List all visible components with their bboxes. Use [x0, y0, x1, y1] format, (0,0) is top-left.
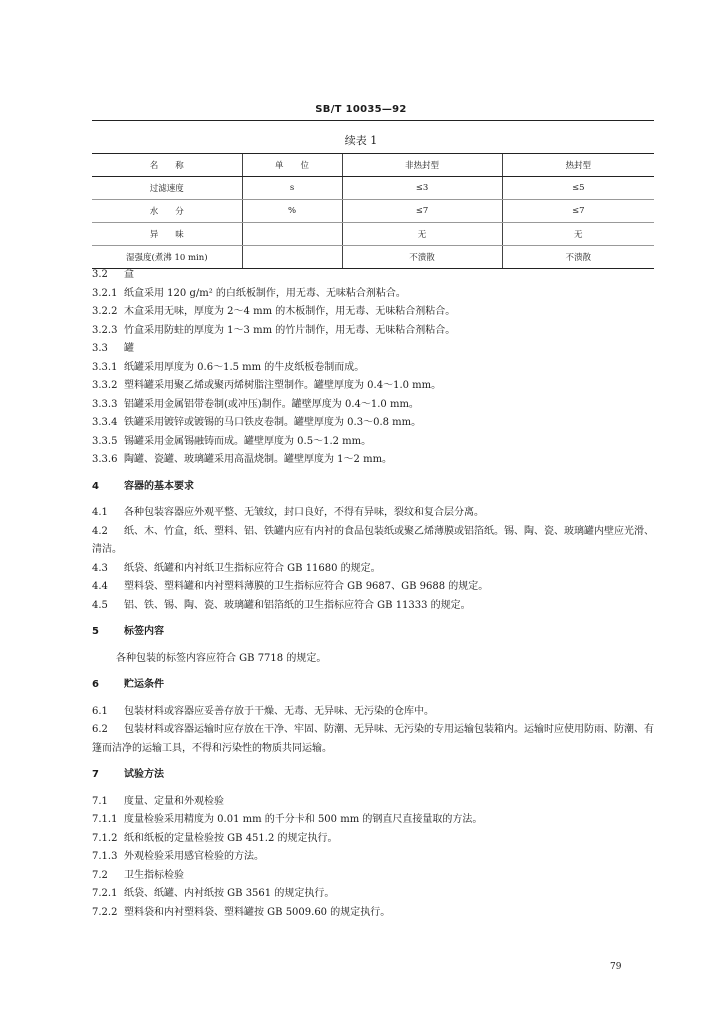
spec-table: [92, 153, 654, 269]
clause-text: 塑料袋和内衬塑料袋、塑料罐按 GB 5009.60 的规定执行。: [124, 906, 391, 918]
clause-text: 塑料袋、塑料罐和内衬塑料薄膜的卫生指标应符合 GB 9687、GB 9688 的规定。: [124, 581, 489, 592]
table-cell: ≤3: [342, 177, 502, 200]
clause-number: 3.3.1: [92, 361, 118, 373]
clause-number: 3.3: [92, 343, 108, 354]
clause-text: 木盒采用无味，厚度为 2～4 mm 的木板制作，用无毒、无味粘合剂粘合。: [124, 306, 456, 317]
clause-6-2: [92, 721, 654, 758]
table-cell: 不溃散: [342, 246, 502, 269]
clause-text: 纸盒采用 120 g/m² 的白纸板制作，用无毒、无味粘合剂粘合。: [124, 287, 406, 299]
section-title: 标签内容: [124, 626, 164, 637]
clause-7-1-1: [92, 811, 654, 830]
section-number: 4: [92, 480, 99, 492]
clause-text: 外观检验采用感官检验的方法。: [124, 851, 264, 862]
clause-6-1: [92, 703, 654, 722]
table-cell: 水 分: [92, 200, 242, 223]
clause-number: 3.3.3: [92, 398, 118, 410]
clause-7-2-2: [92, 904, 654, 923]
clause-3-3-2: [92, 377, 654, 396]
section-number: 5: [92, 626, 99, 637]
clause-text: 陶罐、瓷罐、玻璃罐采用高温烧制。罐壁厚度为 1～2 mm。: [124, 454, 393, 465]
clause-number: 7.1.1: [92, 814, 118, 825]
clause-text: 纸袋、纸罐和内衬纸卫生指标应符合 GB 11680 的规定。: [124, 562, 381, 574]
clause-3-3: [92, 340, 654, 359]
table-cell: s: [242, 177, 342, 200]
clause-text: 卫生指标检验: [124, 869, 184, 881]
section-number: 7: [92, 769, 99, 780]
clause-number: 4.4: [92, 581, 108, 592]
clause-number: 4.1: [92, 507, 108, 518]
spacer: [92, 615, 654, 623]
table-header-row: [92, 154, 654, 177]
section-number: 6: [92, 679, 99, 690]
table-cell: [242, 223, 342, 246]
clause-number: 7.1.2: [92, 832, 118, 844]
clause-7-2: [92, 867, 654, 886]
section-title: 试验方法: [124, 769, 164, 780]
clause-number: 7.2.1: [92, 888, 118, 899]
clause-text: 纸、木、竹盒，纸、塑料、铝、铁罐内应有内衬的食品包装纸或聚乙烯薄膜或铝箔纸。锡、陶、瓷、玻璃罐内壁应光滑、清洁。: [92, 525, 654, 555]
table-cell: 不溃散: [502, 246, 654, 269]
page-number: 79: [610, 962, 622, 972]
table-cell: ≤5: [502, 177, 654, 200]
clause-number: 4.5: [92, 599, 108, 611]
clause-text: 罐: [124, 343, 134, 354]
table-cell: ≤7: [502, 200, 654, 223]
clause-text: 包装材料或容器运输时应存放在干净、牢固、防潮、无异味、无污染的专用运输包装箱内。运输时应使用防雨、防潮、有篷而洁净的运输工具，不得和污染性的物质共同运输。: [92, 724, 654, 754]
spacer: [92, 695, 654, 703]
clause-7-1: [92, 793, 654, 812]
clause-text: 铝罐采用金属铝带卷制(或冲压)制作。罐壁厚度为 0.4～1.0 mm。: [124, 398, 419, 410]
clause-number: 3.2.3: [92, 324, 118, 336]
clause-text: 纸和纸板的定量检验按 GB 451.2 的规定执行。: [124, 832, 338, 844]
clause-text: 塑料罐采用聚乙烯或聚丙烯树脂注塑制作。罐壁厚度为 0.4～1.0 mm。: [124, 380, 442, 391]
clause-4-4: [92, 578, 654, 597]
column-header: 名 称: [92, 154, 242, 177]
clause-number: 4.2: [92, 525, 108, 537]
clause-3-3-5: [92, 433, 654, 452]
section-6-heading: [92, 676, 654, 695]
clause-number: 7.1: [92, 795, 108, 807]
clause-number: 3.3.6: [92, 454, 118, 465]
column-header: 非热封型: [342, 154, 502, 177]
clause-text: 铁罐采用镀锌或镀锡的马口铁皮卷制。罐壁厚度为 0.3～0.8 mm。: [124, 417, 422, 428]
clause-number: 4.3: [92, 562, 108, 574]
clause-number: 7.2: [92, 869, 108, 881]
section-4-heading: [92, 478, 654, 497]
clause-text: 纸罐采用厚度为 0.6～1.5 mm 的牛皮纸板卷制而成。: [124, 361, 365, 373]
clause-number: 3.3.5: [92, 435, 118, 447]
table-cell: %: [242, 200, 342, 223]
section-title: 贮运条件: [124, 679, 164, 690]
table-cell: 无: [502, 223, 654, 246]
clause-7-1-2: [92, 830, 654, 849]
table-cell: 无: [342, 223, 502, 246]
column-header: 单 位: [242, 154, 342, 177]
clause-text: 铝、铁、锡、陶、瓷、玻璃罐和铝箔纸的卫生指标应符合 GB 11333 的规定。: [124, 599, 471, 611]
spacer: [92, 758, 654, 766]
clause-3-2-1: [92, 285, 654, 304]
standard-code-header: SB/T 10035—92: [315, 104, 407, 115]
clause-4-2: [92, 523, 654, 560]
clause-4-5: [92, 597, 654, 616]
clause-text: 盒: [124, 269, 134, 280]
table-title: 续表 1: [344, 134, 378, 147]
table-cell: 过滤速度: [92, 177, 242, 200]
table-row: [92, 200, 654, 223]
spacer: [92, 785, 654, 793]
clause-3-3-1: [92, 359, 654, 378]
clause-3-2-2: [92, 303, 654, 322]
clause-number: 6.2: [92, 724, 108, 735]
clause-number: 3.3.2: [92, 380, 118, 391]
clause-3-3-6: [92, 451, 654, 470]
clause-3-3-4: [92, 414, 654, 433]
table-cell: 异 味: [92, 223, 242, 246]
clause-4-1: [92, 504, 654, 523]
spacer: [92, 470, 654, 478]
clause-7-1-3: [92, 848, 654, 867]
clause-4-3: [92, 560, 654, 579]
column-header: 热封型: [502, 154, 654, 177]
spacer: [92, 668, 654, 676]
clause-3-2: [92, 266, 654, 285]
clause-text: 度量检验采用精度为 0.01 mm 的千分卡和 500 mm 的钢直尺直接量取的方法。: [124, 814, 483, 825]
clause-3-2-3: [92, 322, 654, 341]
clause-number: 7.1.3: [92, 851, 118, 862]
clause-number: 3.2.2: [92, 306, 118, 317]
section-5-body: 各种包装的标签内容应符合 GB 7718 的规定。: [116, 652, 327, 664]
spacer: [92, 496, 654, 504]
clause-number: 6.1: [92, 705, 108, 717]
table-cell: 湿强度(煮沸 10 min): [92, 246, 242, 269]
clause-text: 各种包装容器应外观平整、无皱纹，封口良好，不得有异味，裂纹和复合层分离。: [124, 507, 484, 518]
clause-number: 7.2.2: [92, 906, 118, 918]
section-5-heading: [92, 623, 654, 642]
clause-text: 纸袋、纸罐、内衬纸按 GB 3561 的规定执行。: [124, 888, 335, 899]
spacer: [92, 642, 654, 650]
clause-number: 3.2: [92, 269, 108, 280]
clause-3-3-3: [92, 396, 654, 415]
clause-7-2-1: [92, 885, 654, 904]
table-cell: ≤7: [342, 200, 502, 223]
header-rule: [92, 120, 654, 121]
table-row: [92, 177, 654, 200]
clause-text: 包装材料或容器应妥善存放于干燥、无毒、无异味、无污染的仓库中。: [124, 705, 434, 717]
clause-text: 锡罐采用金属锡融铸而成。罐壁厚度为 0.5～1.2 mm。: [124, 435, 372, 447]
section-7-heading: [92, 766, 654, 785]
clause-text: 度量、定量和外观检验: [124, 795, 224, 807]
table-row: [92, 223, 654, 246]
clause-number: 3.2.1: [92, 287, 118, 299]
section-title: 容器的基本要求: [124, 480, 194, 492]
document-body: [92, 266, 654, 922]
clause-text: 竹盒采用防蛀的厚度为 1～3 mm 的竹片制作，用无毒、无味粘合剂粘合。: [124, 324, 456, 336]
clause-number: 3.3.4: [92, 417, 118, 428]
